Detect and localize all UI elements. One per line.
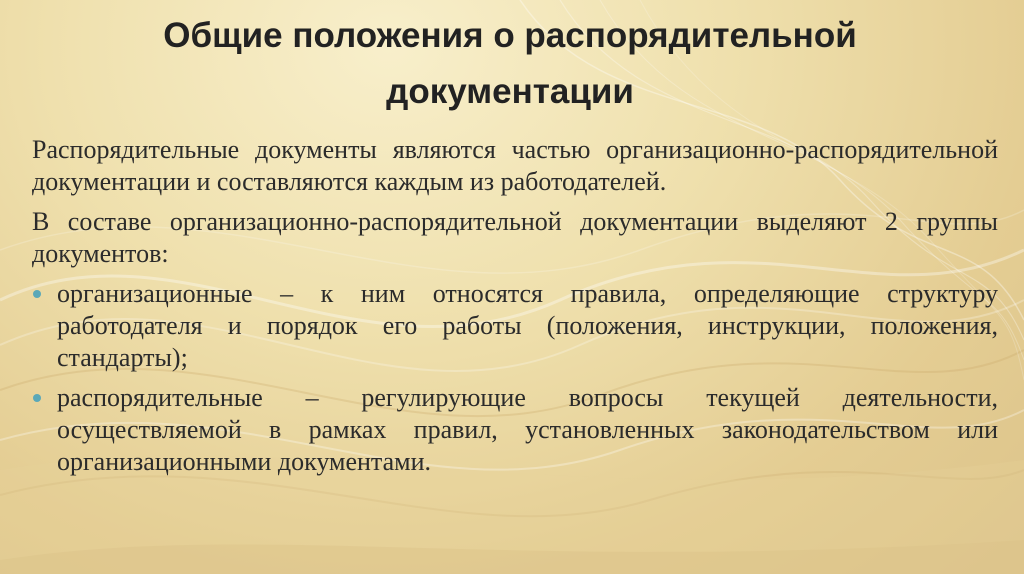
bullet-dot-icon [33,394,41,402]
list-item-text: организационные – к ним относятся правила, определяющие структуру работодателя и порядок его работы (положения, инструкции, положения, стандарты); [57,279,998,372]
document-groups-list [32,278,998,478]
paragraph-definition: Распорядительные документы являются частью организационно-распорядительной документации и составляются каждым из работодателей. [32,135,998,196]
slide-title: Общие положения о распорядительной документации [163,16,857,111]
list-item-administrative [32,382,998,478]
bullet-dot-icon [33,290,41,298]
list-item-text: распорядительные – регулирующие вопросы текущей деятельности, осуществляемой в рамках правил, установленных законодательством или организационными документами. [57,383,998,476]
slide-body [32,134,998,486]
list-item-organizational [32,278,998,374]
paragraph-groups: В составе организационно-распорядительной документации выделяют 2 группы документов: [32,207,998,268]
